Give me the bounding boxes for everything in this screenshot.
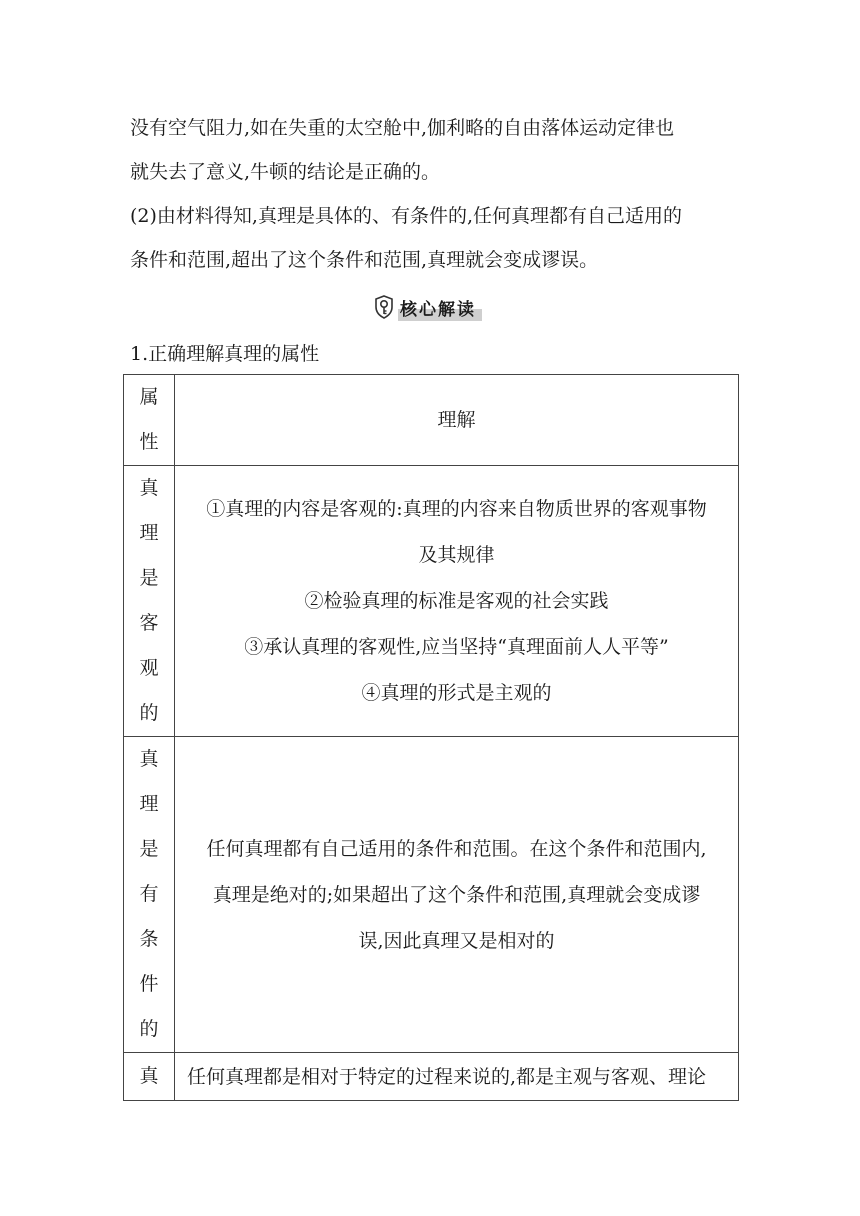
text-line: 条件和范围,超出了这个条件和范围,真理就会变成谬误。 xyxy=(130,249,599,271)
understanding-cell xyxy=(175,466,739,737)
text-line: 任何真理都是相对于特定的过程来说的,都是主观与客观、理论 xyxy=(187,1065,707,1088)
char: 真 xyxy=(139,748,159,770)
text-line: ①真理的内容是客观的:真理的内容来自物质世界的客观事物 xyxy=(206,498,707,520)
text-line: (2)由材料得知,真理是具体的、有条件的,任何真理都有自己适用的 xyxy=(130,205,682,227)
text-line: 就失去了意义,牛顿的结论是正确的。 xyxy=(130,161,441,183)
understanding-cell xyxy=(175,737,739,1053)
truth-attributes-table xyxy=(123,374,739,1101)
char: 属 xyxy=(139,386,159,408)
key-icon xyxy=(374,295,394,319)
char: 观 xyxy=(139,657,159,679)
char: 客 xyxy=(139,612,159,634)
char: 性 xyxy=(139,431,159,453)
table-header-row xyxy=(124,375,739,466)
attribute-cell xyxy=(124,466,175,737)
text-line: ③承认真理的客观性,应当坚持“真理面前人人平等” xyxy=(244,636,669,658)
char: 真 xyxy=(139,477,159,499)
char: 理 xyxy=(139,522,159,544)
text-line: 真理是绝对的;如果超出了这个条件和范围,真理就会变成谬 xyxy=(212,883,701,906)
paragraph-conclusion xyxy=(130,106,735,194)
char: 件 xyxy=(139,973,159,995)
header-attribute-cell xyxy=(124,375,175,466)
char: 是 xyxy=(139,567,159,589)
header-understanding-cell: 理解 xyxy=(175,375,739,466)
table-row xyxy=(124,466,739,737)
attribute-cell xyxy=(124,1053,175,1101)
subheading: 1.正确理解真理的属性 xyxy=(130,343,320,365)
text-line: 没有空气阻力,如在失重的太空舱中,伽利略的自由落体运动定律也 xyxy=(130,117,675,139)
char: 是 xyxy=(139,838,159,860)
text-line: ④真理的形式是主观的 xyxy=(361,682,552,704)
section-header xyxy=(374,293,482,321)
char: 条 xyxy=(139,928,159,950)
table-row xyxy=(124,737,739,1053)
text-line: 及其规律 xyxy=(418,544,495,566)
char: 的 xyxy=(139,702,159,724)
text-line: 误,因此真理又是相对的 xyxy=(358,929,555,952)
paragraph-answer-2 xyxy=(130,194,735,282)
char: 的 xyxy=(139,1018,159,1040)
char: 理 xyxy=(139,793,159,815)
char: 真 xyxy=(139,1065,159,1087)
text-line: 任何真理都有自己适用的条件和范围。在这个条件和范围内, xyxy=(206,837,707,860)
understanding-cell xyxy=(175,1053,739,1101)
section-title: 核心解读 xyxy=(398,294,482,321)
table-row xyxy=(124,1053,739,1101)
attribute-cell xyxy=(124,737,175,1053)
text-line: ②检验真理的标准是客观的社会实践 xyxy=(304,590,609,612)
char: 有 xyxy=(139,883,159,905)
